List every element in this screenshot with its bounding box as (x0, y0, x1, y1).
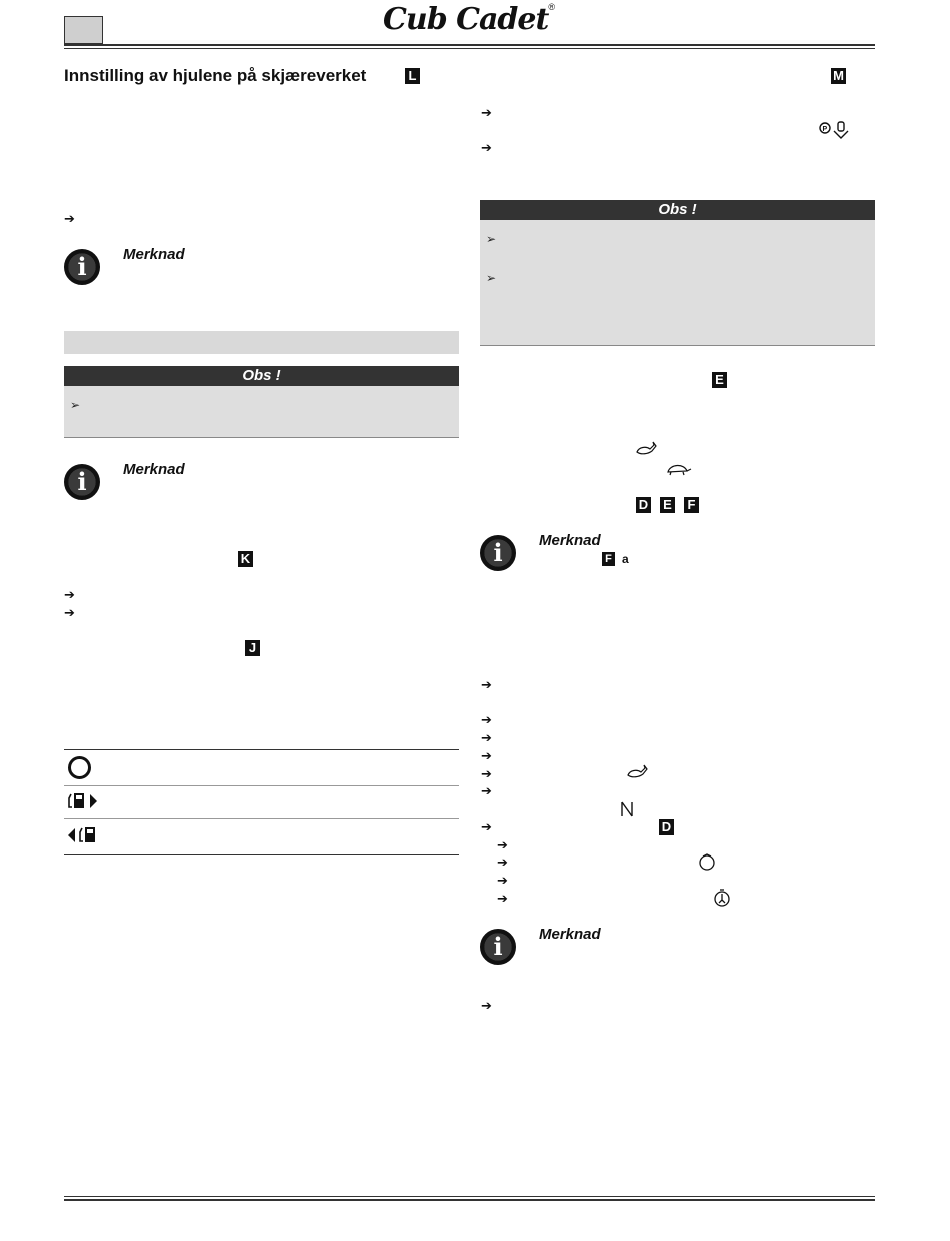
table-rule-top (64, 749, 459, 750)
table-rule (64, 818, 459, 819)
header-rule-thin (64, 48, 875, 49)
choke-icon (697, 852, 717, 872)
warning-bottom-rule (64, 437, 459, 438)
step-arrow-icon: ➔ (497, 837, 508, 852)
info-icon: i (64, 464, 100, 500)
footer-rule-thin (64, 1196, 875, 1197)
step-arrow-icon: ➔ (481, 712, 492, 727)
table-rule-bottom (64, 854, 459, 855)
section-heading-text: Innstilling av hjulene på skjæreverket (64, 66, 367, 85)
figure-tag-e: E (660, 497, 675, 513)
figure-tag-d: D (636, 497, 651, 513)
figure-tag-f: F (684, 497, 699, 513)
off-ring-icon (68, 756, 91, 779)
step-arrow-icon: ➔ (481, 105, 492, 120)
info-icon: i (480, 929, 516, 965)
step-arrow-icon: ➔ (497, 855, 508, 870)
warning-bottom-rule (480, 345, 875, 346)
figure-tag-j: J (245, 640, 260, 656)
step-arrow-icon: ➔ (497, 873, 508, 888)
figure-tag-d: D (659, 819, 674, 835)
figure-tag-l: L (405, 68, 420, 84)
step-arrow-icon: ➔ (497, 891, 508, 906)
step-arrow-icon: ➔ (481, 748, 492, 763)
note-title: Merknad (539, 926, 601, 943)
neutral-gear-icon (619, 800, 635, 818)
brand-logo-text: Cub Cadet (383, 2, 549, 37)
note-title: Merknad (123, 246, 185, 263)
gray-bar (64, 331, 459, 354)
note-title: Merknad (539, 532, 601, 549)
info-icon: i (480, 535, 516, 571)
note-title: Merknad (123, 461, 185, 478)
info-icon: i (64, 249, 100, 285)
rabbit-fast-icon (634, 439, 658, 457)
ignition-start-icon (712, 888, 732, 908)
step-arrow-icon: ➔ (64, 605, 75, 620)
step-arrow-icon: ➔ (481, 998, 492, 1013)
warning-box (64, 366, 459, 438)
step-arrow-icon: ➔ (481, 819, 492, 834)
figure-tag-k: K (238, 551, 253, 567)
section-heading (64, 66, 366, 86)
warning-box (480, 200, 875, 346)
step-arrow-icon: ➔ (64, 587, 75, 602)
registered-mark: ® (548, 2, 555, 12)
step-arrow-icon: ➔ (481, 766, 492, 781)
fuel-pump-closed-icon (66, 824, 100, 846)
step-arrow-icon: ➔ (481, 140, 492, 155)
step-arrow-icon: ➔ (481, 783, 492, 798)
page-number-box (64, 16, 103, 44)
turtle-slow-icon (665, 460, 693, 476)
svg-text:P: P (822, 126, 828, 133)
figure-tag-e: E (712, 372, 727, 388)
warning-title: Obs ! (64, 366, 459, 386)
step-arrow-icon: ➔ (64, 211, 75, 226)
step-arrow-icon: ➔ (481, 677, 492, 692)
step-arrow-icon: ➔ (481, 730, 492, 745)
table-rule (64, 785, 459, 786)
footer-rule-thick (64, 1199, 875, 1201)
chevron-icon: ➢ (486, 232, 497, 246)
fuel-pump-open-icon (66, 790, 100, 812)
header-rule-thick (64, 44, 875, 46)
brand-logo (383, 2, 563, 38)
note-suffix: a (622, 552, 629, 566)
brake-parking-icon (818, 120, 850, 140)
rabbit-fast-icon (625, 762, 649, 780)
warning-title: Obs ! (480, 200, 875, 220)
chevron-icon: ➢ (486, 271, 497, 285)
figure-tag-f: F (602, 552, 615, 566)
chevron-icon: ➢ (70, 398, 81, 412)
figure-tag-m: M (831, 68, 846, 84)
